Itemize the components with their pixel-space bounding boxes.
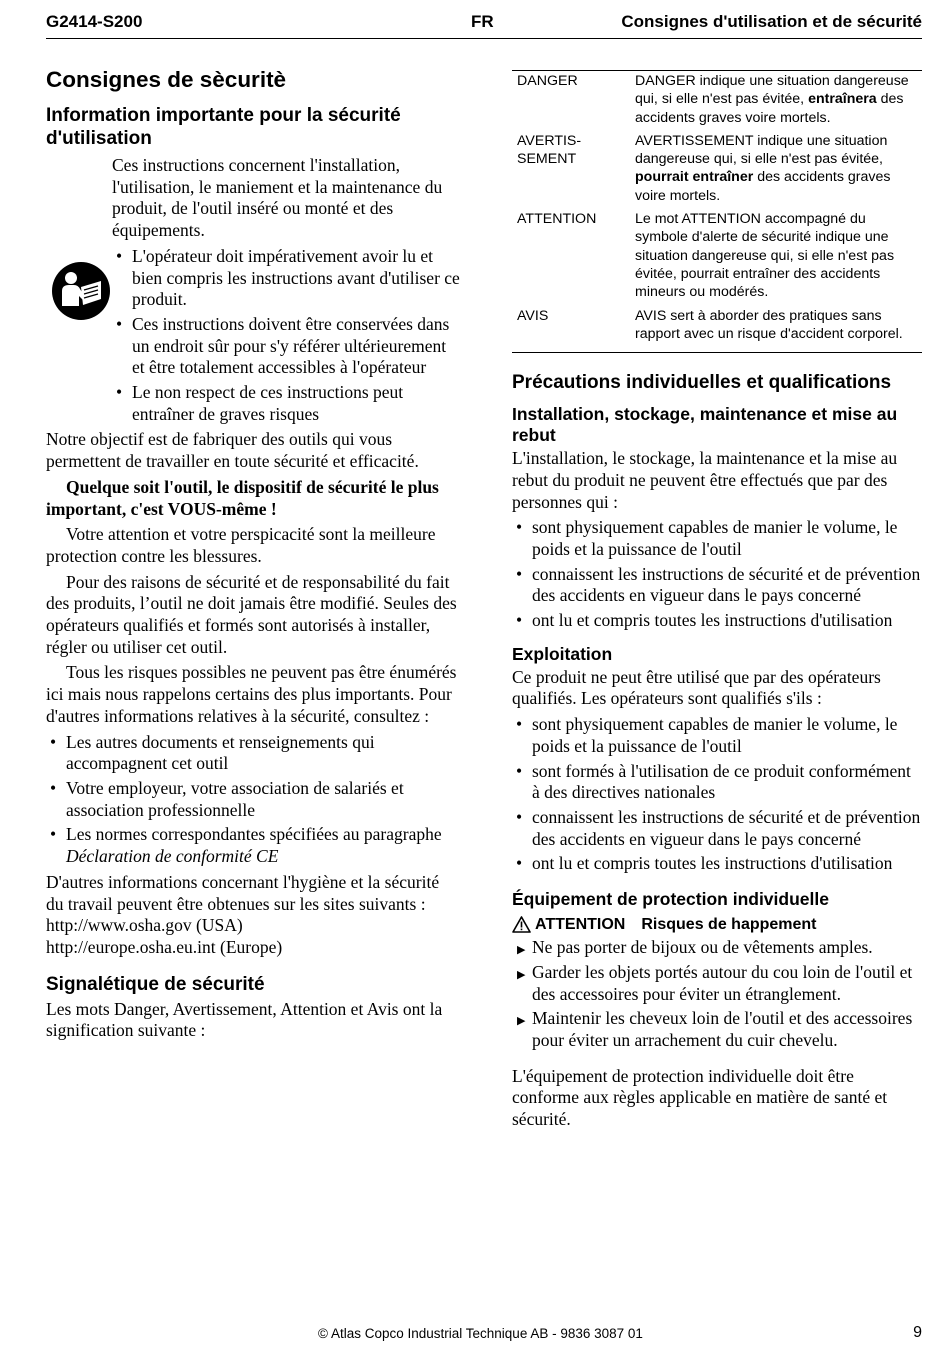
table-row [512, 210, 922, 301]
risks-intro: Tous les risques possibles ne peuvent pas être énumérés ici mais nous rappelons certains des plus importants. Pour d'autres informations relatives à la sécurité, consultez : [46, 662, 457, 726]
installation-bullet-list [512, 517, 922, 632]
list-item: • Ces instructions doivent être conservées dans un endroit sûr pour s'y référer ultérieurement et être totalement accessibles à l'opérateur [116, 313, 450, 378]
list-item: • Les autres documents et renseignements qui accompagnent cet outil [50, 731, 375, 774]
list-item: • Votre employeur, votre association de salariés et association professionnelle [50, 777, 404, 820]
info-bullet-list [112, 246, 460, 426]
list-item: ▶ Maintenir les cheveux loin de l'outil et des accessoires pour éviter un arrachement du cuir chevelu. [517, 1008, 913, 1050]
signal-word: DANGER [517, 73, 578, 89]
risks-bullet-list [46, 732, 460, 868]
page-title: Consignes de sècuritè [46, 67, 287, 92]
ppe-heading: Équipement de protection individuelle [512, 889, 829, 910]
signal-description: DANGER indique une situation dangereuse qui, si elle n'est pas évitée, entraînera des accidents graves voire mortels. [635, 73, 909, 126]
attention-banner [512, 914, 922, 935]
warning-triangle-icon [512, 916, 531, 933]
signal-word-table [512, 70, 922, 353]
header-model: G2414-S200 [46, 12, 143, 31]
hygiene-paragraph: D'autres informations concernant l'hygiène et la sécurité du travail peuvent être obtenues sur les sites suivants : [46, 871, 440, 914]
bold-safety-statement: Quelque soit l'outil, le dispositif de sécurité le plus important, c'est VOUS-même ! [46, 476, 439, 519]
list-item: • sont physiquement capables de manier le volume, le poids et la puissance de l'outil [516, 517, 898, 559]
signal-description: Le mot ATTENTION accompagné du symbole d'alerte de sécurité indique une situation dangereuse qui, si elle n'est pas évitée, pourrait entraîner des accidents mineurs ou modérés. [635, 211, 895, 301]
list-item: • Les normes correspondantes spécifiées au paragraphe Déclaration de conformité CE [50, 824, 442, 867]
list-item: ▶ Garder les objets portés autour du cou loin de l'outil et des accessoires pour éviter un étranglement. [517, 961, 913, 1004]
attention-paragraph: Votre attention et votre perspicacité sont la meilleure protection contre les blessures. [46, 524, 436, 566]
signal-description: AVIS sert à aborder des pratiques sans rapport avec un risque d'accident corporel. [635, 307, 903, 342]
installation-heading: Installation, stockage, maintenance et mise au rebut [512, 404, 898, 446]
ppe-conclusion: L'équipement de protection individuelle doit être conforme aux règles applicable en matière de santé et sécurité. [512, 1065, 888, 1130]
list-item: • connaissent les instructions de sécurité et de prévention des accidents en vigueur dans le pays concerné [516, 807, 921, 849]
exploitation-intro: Ce produit ne peut être utilisé que par des opérateurs qualifiés. Les opérateurs sont qualifiés s'ils : [512, 666, 881, 709]
list-item: • sont physiquement capables de manier le volume, le poids et la puissance de l'outil [516, 714, 898, 756]
installation-intro: L'installation, le stockage, la maintenance et la mise au rebut du produit ne peuvent être effectués que par des personnes qui : [512, 448, 898, 512]
info-block [46, 155, 460, 425]
objective-paragraph: Notre objectif est de fabriquer des outils qui vous permettent de travailler en toute sécurité et efficacité. [46, 429, 419, 472]
precautions-heading: Précautions individuelles et qualifications [512, 372, 892, 394]
page-number: 9 [913, 1324, 922, 1341]
signal-intro: Les mots Danger, Avertissement, Attention et Avis ont la signification suivante : [46, 998, 443, 1041]
table-row [512, 132, 922, 205]
exploitation-bullet-list [512, 714, 922, 875]
right-column [512, 70, 922, 1135]
info-heading: Information importante pour la sécurité d'utilisation [46, 105, 401, 149]
list-item: • ont lu et compris toutes les instructions d'utilisation [516, 610, 893, 631]
attention-label: ATTENTION [535, 916, 626, 934]
table-row [512, 72, 922, 127]
read-manual-icon [51, 261, 111, 321]
table-row [512, 307, 922, 344]
url-osha-europe: http://europe.osha.eu.int (Europe) [46, 936, 283, 957]
list-item: • connaissent les instructions de sécurité et de prévention des accidents en vigueur dans le pays concerné [516, 563, 921, 606]
ce-declaration-reference: Déclaration de conformité CE [66, 846, 279, 867]
signal-word: AVERTIS- SEMENT [517, 132, 582, 168]
info-intro: Ces instructions concernent l'installation, l'utilisation, le maniement et la maintenance du produit, de l'outil inséré ou monté et des équipements. [112, 155, 443, 241]
header-language: FR [471, 12, 494, 31]
signal-word: ATTENTION [517, 211, 597, 228]
left-column [46, 66, 460, 1046]
attention-title: Risques de happement [641, 916, 817, 934]
responsibility-paragraph: Pour des raisons de sécurité et de responsabilité du fait des produits, l’outil ne doit jamais être modifié. Seules des opérateurs qualifiés et formés sont autorisés à installer, régler ou utiliser cet outil. [46, 571, 457, 657]
list-item: • Le non respect de ces instructions peut entraîner de graves risques [116, 382, 404, 424]
header-section: Consignes d'utilisation et de sécurité [621, 12, 922, 31]
exploitation-heading: Exploitation [512, 643, 613, 664]
list-item: • L'opérateur doit impérativement avoir lu et bien compris les instructions avant d'utiliser ce produit. [116, 245, 460, 310]
copyright: © Atlas Copco Industrial Technique AB - 9836 3087 01 [318, 1326, 643, 1341]
list-item: ▶ Ne pas porter de bijoux ou de vêtements amples. [517, 937, 873, 958]
signal-description: AVERTISSEMENT indique une situation dangereuse qui, si elle n'est pas évitée, pourrait entraîner des accidents graves voire mortels. [635, 132, 891, 204]
list-item: • ont lu et compris toutes les instructions d'utilisation [516, 853, 893, 874]
page-header [46, 10, 922, 39]
url-osha-usa: http://www.osha.gov (USA) [46, 915, 243, 936]
ppe-bullet-list [512, 937, 922, 1052]
signal-heading: Signalétique de sécurité [46, 973, 265, 995]
signal-word: AVIS [517, 307, 549, 324]
list-item: • sont formés à l'utilisation de ce produit conformément à des directives nationales [516, 760, 911, 803]
